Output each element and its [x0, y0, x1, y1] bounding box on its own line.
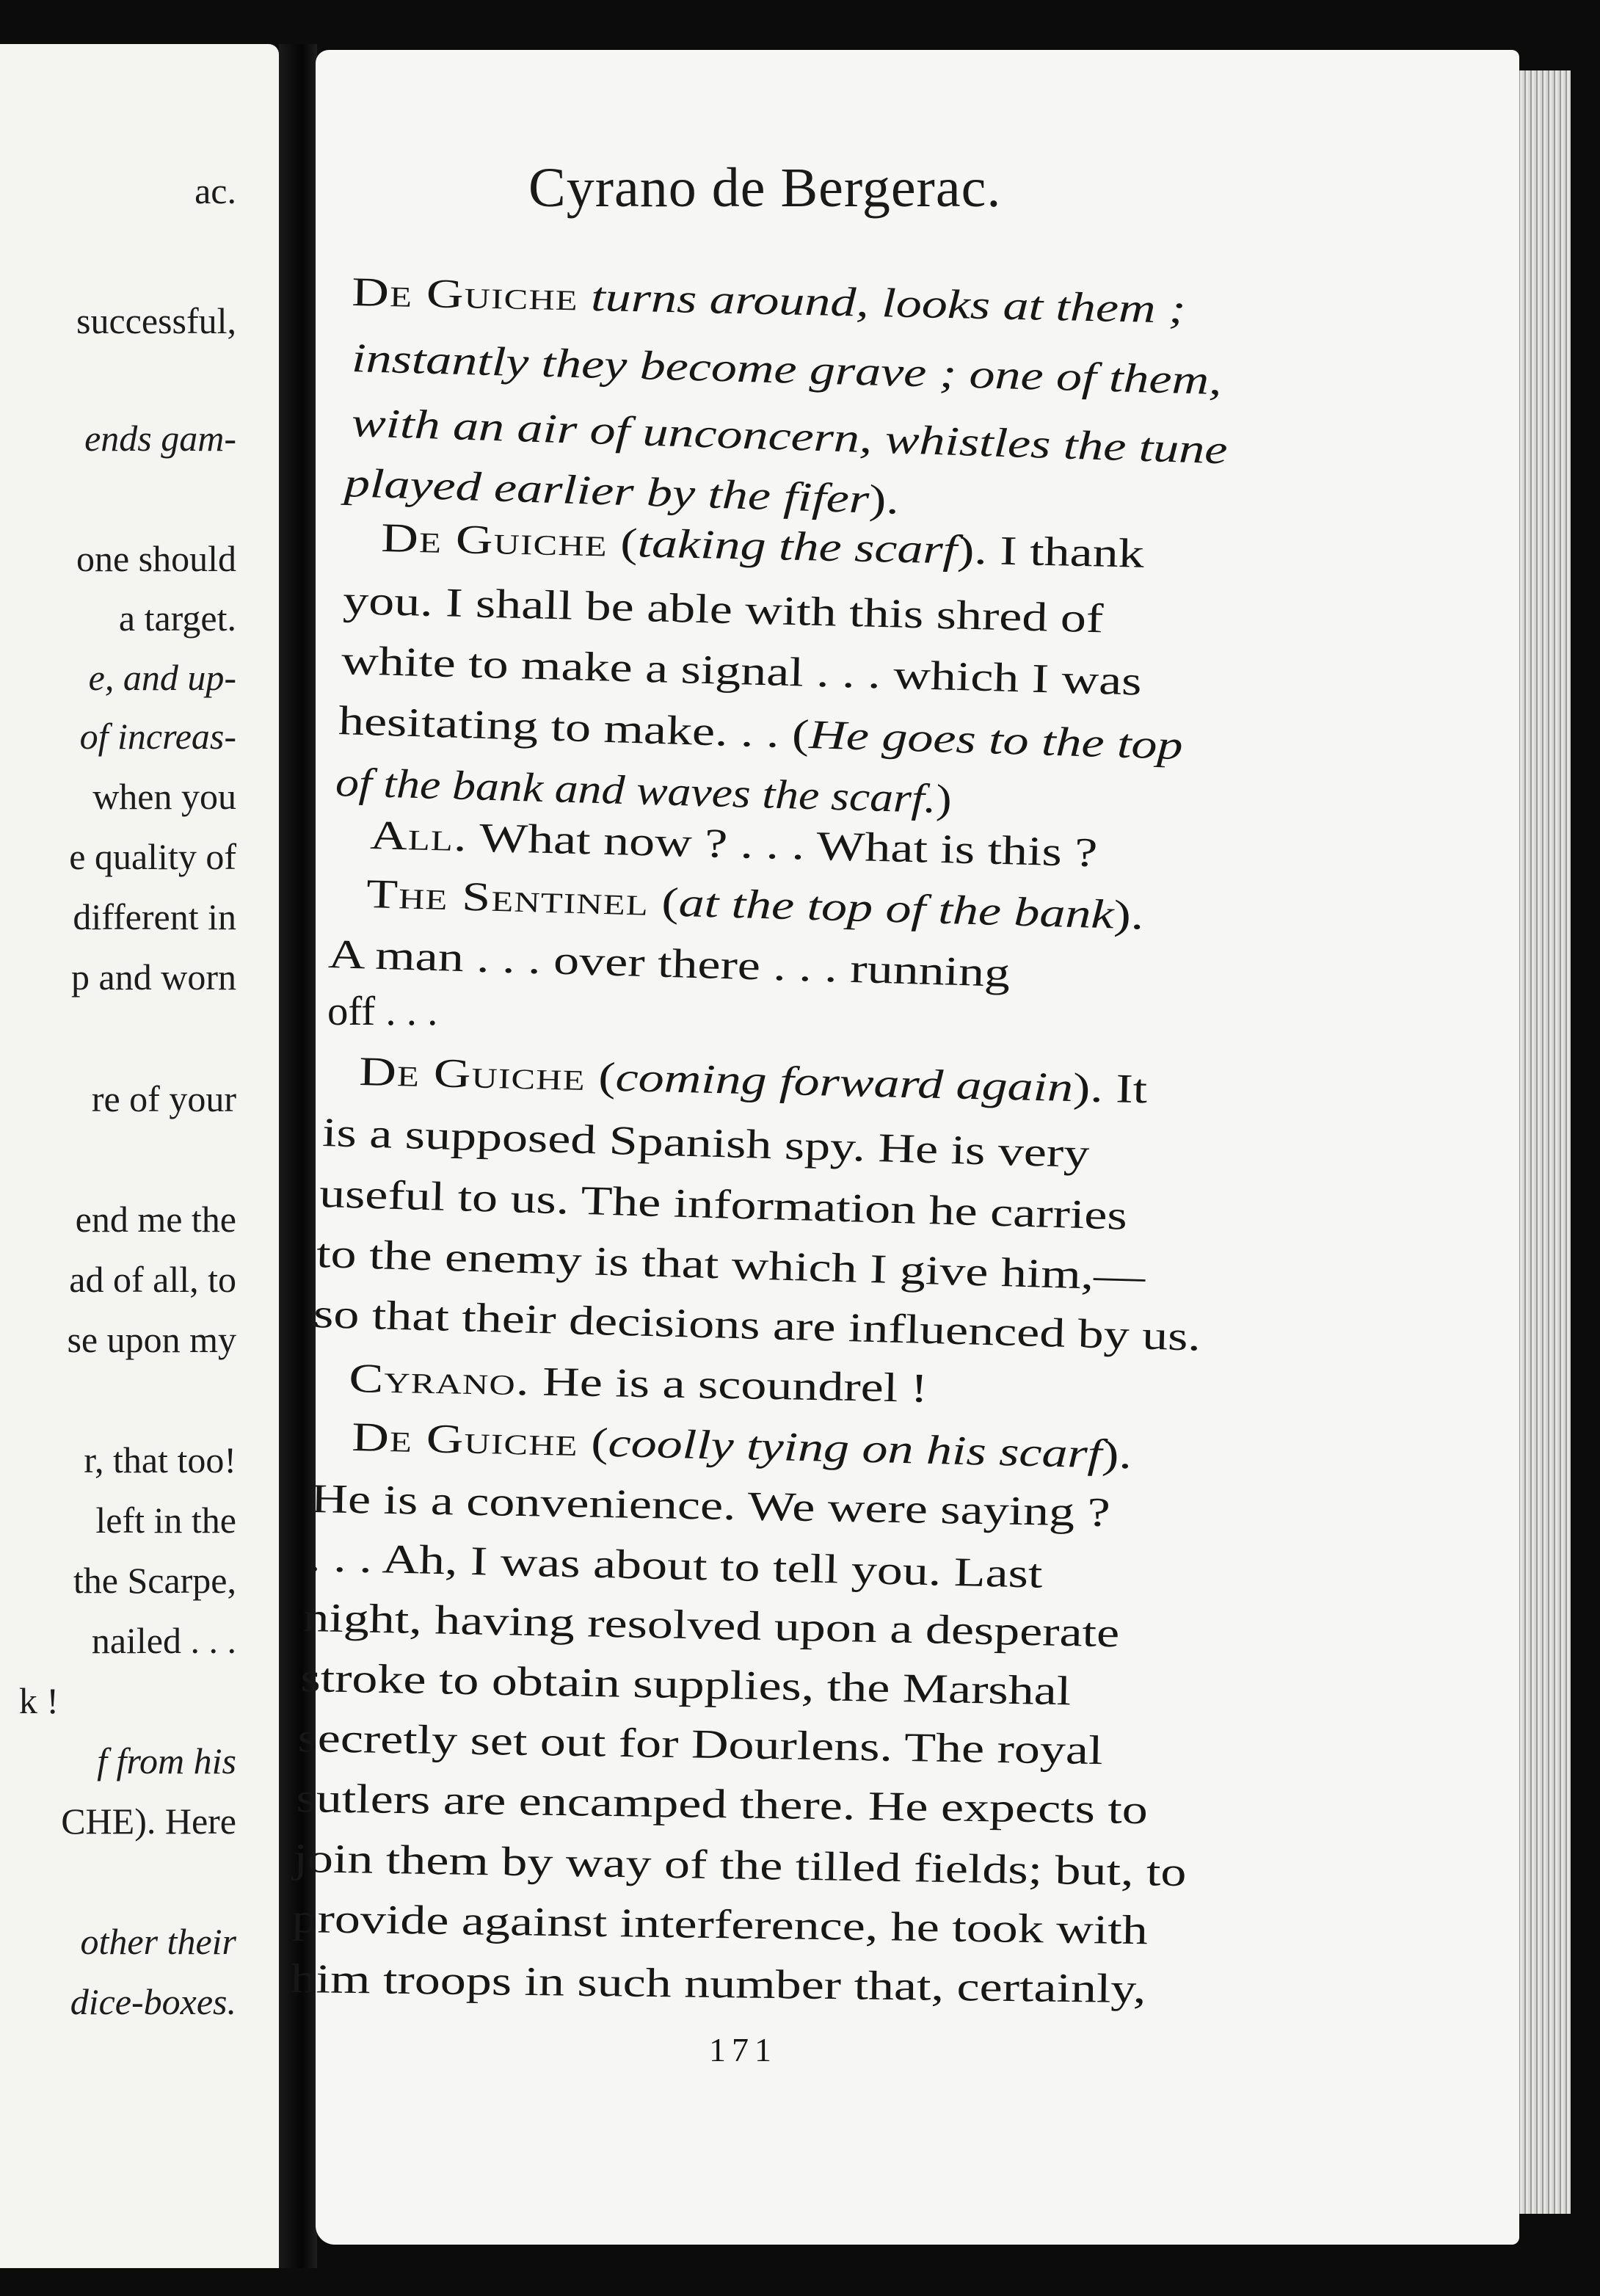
- left-line: k !: [18, 1680, 59, 1721]
- left-line: dice-boxes.: [70, 1981, 236, 2022]
- dialogue-text: ): [935, 776, 953, 823]
- dialogue-text: ). It: [1072, 1065, 1148, 1113]
- dialogue-text: ).: [1113, 892, 1145, 939]
- left-line: ends gam-: [84, 418, 236, 459]
- text-line: [291, 1896, 1149, 1954]
- dialogue-text: useful to us. The information he carries: [319, 1171, 1128, 1239]
- left-line: f from his: [97, 1740, 236, 1781]
- stage-direction: He goes to the top: [808, 712, 1184, 769]
- dialogue-text: secretly set out for Dourlens. The royal: [297, 1715, 1103, 1774]
- speaker-name: De Guiche: [380, 515, 608, 566]
- dialogue-text: A man . . . over there . . . running: [327, 931, 1011, 996]
- dialogue-text: He is a scoundrel !: [529, 1359, 928, 1412]
- dialogue-text: (: [578, 1420, 609, 1466]
- text-line: [296, 1776, 1149, 1834]
- left-line: a target.: [118, 597, 236, 639]
- dialogue-text: (: [648, 879, 680, 926]
- dialogue-text: white to make a signal . . . which I was: [341, 638, 1143, 705]
- stage-direction: coming forward again: [614, 1054, 1074, 1111]
- speaker-name: The Sentinel: [366, 871, 650, 925]
- dialogue-text: join them by way of the tilled fields; but, to: [293, 1836, 1187, 1896]
- left-line: when you: [92, 776, 236, 817]
- stage-direction: instantly they become grave ; one of them,: [351, 335, 1223, 404]
- speaker-name: De Guiche: [351, 269, 579, 320]
- speaker-name: De Guiche: [351, 1414, 579, 1465]
- speaker-name: All.: [369, 813, 468, 861]
- left-line: left in the: [95, 1500, 236, 1541]
- left-line: CHE). Here: [61, 1801, 236, 1842]
- left-line: one should: [76, 538, 236, 579]
- left-line: r, that too!: [84, 1439, 236, 1481]
- left-line: different in: [73, 896, 236, 937]
- dialogue-text: ). I thank: [956, 527, 1145, 577]
- speaker-name: Cyrano.: [348, 1356, 531, 1405]
- page-number: 171: [709, 2031, 777, 2068]
- stage-direction: at the top of the bank: [677, 879, 1115, 938]
- dialogue-text: night, having resolved upon a desperate: [302, 1595, 1120, 1657]
- left-line: p and worn: [71, 956, 236, 998]
- left-line: se upon my: [67, 1319, 236, 1360]
- stage-direction: turns around, looks at them ;: [578, 274, 1187, 333]
- left-line: of increas-: [79, 716, 236, 757]
- text-line: [290, 1956, 1146, 2013]
- left-line: other their: [80, 1921, 236, 1962]
- stage-direction: of the bank and waves the scarf.: [335, 760, 937, 822]
- dialogue-text: sutlers are encamped there. He expects to: [296, 1776, 1149, 1834]
- left-line: end me the: [75, 1199, 236, 1240]
- running-title: Cyrano de Bergerac.: [528, 157, 1002, 219]
- dialogue-text: off . . .: [327, 989, 438, 1034]
- stage-direction: with an air of unconcern, whistles the tune: [351, 400, 1229, 473]
- left-line: ac.: [194, 170, 236, 211]
- dialogue-text: you. I shall be able with this shred of: [342, 578, 1104, 642]
- stage-direction: coolly tying on his scarf: [607, 1420, 1102, 1478]
- dialogue-text: him troops in such number that, certainly,: [290, 1956, 1146, 2013]
- left-line: successful,: [76, 300, 236, 341]
- text-line: [348, 1356, 928, 1412]
- left-line: nailed . . .: [91, 1620, 236, 1661]
- left-line: ad of all, to: [69, 1259, 236, 1300]
- left-line: e quality of: [69, 836, 236, 877]
- dialogue-text: so that their decisions are influenced by us.: [313, 1291, 1201, 1360]
- dialogue-text: is a supposed Spanish spy. He is very: [321, 1110, 1091, 1177]
- dialogue-text: (: [607, 520, 639, 567]
- stage-direction: taking the scarf: [637, 520, 958, 573]
- text-line: [327, 991, 437, 1032]
- left-line: e, and up-: [88, 657, 236, 698]
- left-line: the Scarpe,: [73, 1560, 236, 1601]
- left-page: [0, 44, 279, 2268]
- dialogue-text: hesitating to make. . . (: [338, 698, 810, 758]
- dialogue-text: ).: [868, 476, 900, 523]
- stage-direction: played earlier by the fifer: [343, 460, 870, 523]
- dialogue-text: ).: [1101, 1431, 1132, 1478]
- dialogue-text: to the enemy is that which I give him,—: [316, 1231, 1146, 1300]
- dialogue-text: What now ? . . . What is this ?: [467, 815, 1099, 876]
- speaker-name: De Guiche: [358, 1049, 586, 1100]
- dialogue-text: He is a convenience. We were saying ?: [310, 1476, 1111, 1536]
- dialogue-text: provide against interference, he took with: [291, 1896, 1149, 1954]
- left-line: re of your: [91, 1078, 236, 1119]
- dialogue-text: (: [585, 1054, 617, 1100]
- dialogue-text: stroke to obtain supplies, the Marshal: [299, 1655, 1072, 1715]
- dialogue-text: . . . Ah, I was about to tell you. Last: [307, 1535, 1044, 1597]
